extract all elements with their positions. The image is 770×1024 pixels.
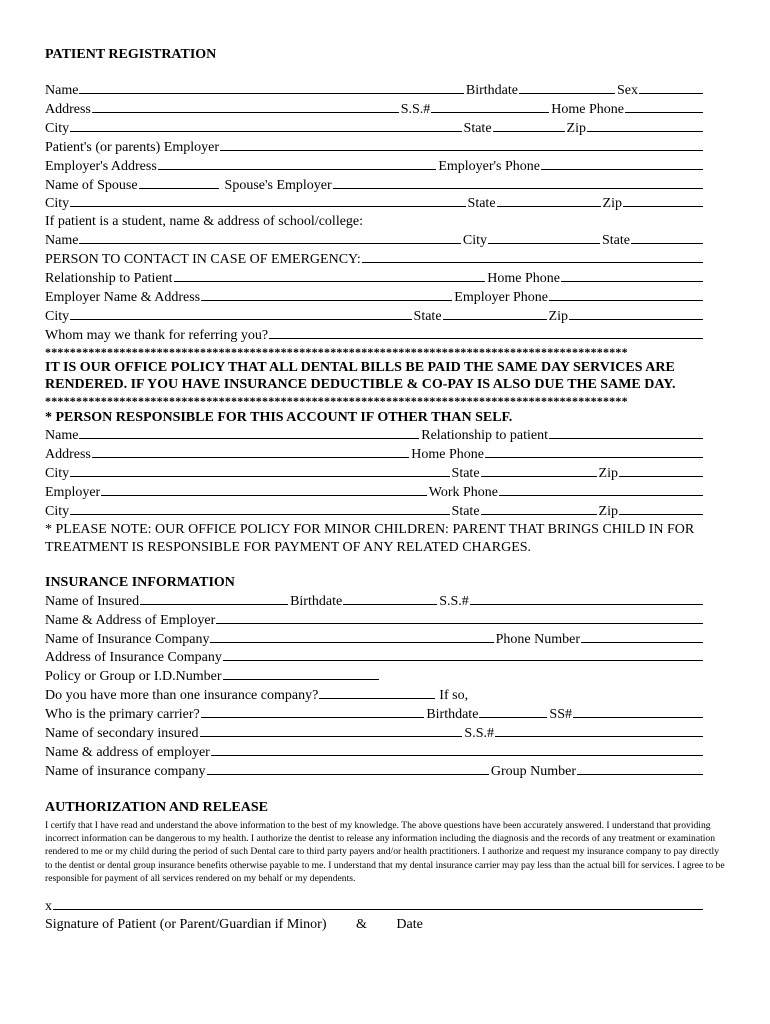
label-spouse-name: Name of Spouse bbox=[45, 177, 138, 193]
field-relationship[interactable] bbox=[174, 269, 486, 282]
field-resp-relationship[interactable] bbox=[549, 426, 703, 439]
label-state: State bbox=[463, 120, 492, 136]
label-resp-name: Name bbox=[45, 428, 79, 444]
label-ins-phone: Phone Number bbox=[495, 631, 580, 647]
star-divider-1: ********************************************************************************************** bbox=[45, 344, 628, 359]
field-address[interactable] bbox=[92, 100, 399, 113]
field-secondary-ssn[interactable] bbox=[495, 724, 703, 737]
field-ins-ssn[interactable] bbox=[470, 592, 703, 605]
label-resp-zip: Zip bbox=[598, 466, 618, 481]
field-policy-id[interactable] bbox=[223, 667, 379, 680]
registration-form bbox=[45, 46, 735, 934]
label-ins-company: Name of Insurance Company bbox=[45, 631, 210, 647]
field-ins-employer2[interactable] bbox=[211, 743, 703, 756]
payment-policy: IT IS OUR OFFICE POLICY THAT ALL DENTAL BILLS BE PAID THE SAME DAY SERVICES ARE RENDERED. IF YOU HAVE INSURANCE DEDUCTIBLE & CO-PAY IS ALSO DUE THE SAME DAY. bbox=[45, 359, 676, 393]
row-emergency-employer bbox=[45, 288, 705, 307]
emergency-heading: PERSON TO CONTACT IN CASE OF EMERGENCY: bbox=[45, 252, 361, 268]
field-ins-address[interactable] bbox=[223, 648, 703, 661]
field-secondary[interactable] bbox=[200, 724, 463, 737]
label-ins-employer: Name & Address of Employer bbox=[45, 612, 216, 628]
row-insured bbox=[45, 592, 705, 611]
field-school-state[interactable] bbox=[631, 231, 703, 244]
field-resp-home-phone[interactable] bbox=[485, 445, 703, 458]
label-school-state: State bbox=[602, 233, 630, 249]
label-employer-address: Employer's Address bbox=[45, 158, 157, 174]
field-emergency-employer-phone[interactable] bbox=[549, 288, 703, 301]
label-city: City bbox=[45, 120, 70, 136]
label-resp-state2: State bbox=[451, 503, 480, 519]
label-resp-address: Address bbox=[45, 447, 91, 463]
row-city bbox=[45, 119, 705, 138]
field-city2[interactable] bbox=[70, 194, 465, 207]
label-relationship: Relationship to Patient bbox=[45, 271, 173, 287]
field-state2[interactable] bbox=[497, 194, 601, 207]
label-name: Name bbox=[45, 83, 79, 98]
field-resp-city[interactable] bbox=[70, 464, 449, 477]
field-primary-ssn[interactable] bbox=[573, 705, 703, 718]
row-ins-employer2 bbox=[45, 743, 705, 762]
field-employer-phone[interactable] bbox=[541, 157, 703, 170]
field-ins-company[interactable] bbox=[210, 630, 493, 643]
field-resp-zip[interactable] bbox=[619, 464, 703, 477]
label-zip2: Zip bbox=[602, 196, 622, 212]
signature-ampersand: & bbox=[355, 917, 367, 933]
label-resp-home-phone: Home Phone bbox=[411, 447, 484, 463]
label-sex: Sex bbox=[617, 83, 638, 98]
field-zip2[interactable] bbox=[623, 194, 703, 207]
label-resp-state: State bbox=[451, 466, 480, 481]
label-ins-company2: Name of insurance company bbox=[45, 763, 206, 779]
insurance-heading: INSURANCE INFORMATION bbox=[45, 574, 235, 590]
field-group-number[interactable] bbox=[577, 762, 703, 775]
field-name[interactable] bbox=[79, 81, 463, 94]
label-city2: City bbox=[45, 196, 70, 212]
label-address: Address bbox=[45, 101, 91, 117]
row-employer-address bbox=[45, 157, 705, 176]
authorization-heading: AUTHORIZATION AND RELEASE bbox=[45, 799, 269, 815]
label-secondary: Name of secondary insured bbox=[45, 726, 199, 742]
field-resp-state2[interactable] bbox=[481, 502, 597, 515]
label-birthdate: Birthdate bbox=[465, 83, 518, 98]
row-address bbox=[45, 100, 705, 119]
star-divider-2: ********************************************************************************************** bbox=[45, 393, 628, 408]
row-resp-city2 bbox=[45, 502, 705, 521]
label-zip: Zip bbox=[566, 120, 586, 136]
label-school-name: Name bbox=[45, 233, 79, 249]
signature-date-label: Date bbox=[396, 917, 423, 933]
form-title: PATIENT REGISTRATION bbox=[45, 47, 217, 62]
field-birthdate[interactable] bbox=[519, 81, 615, 94]
field-resp-city2[interactable] bbox=[70, 502, 449, 515]
label-referral: Whom may we thank for referring you? bbox=[45, 327, 269, 343]
label-emergency-city: City bbox=[45, 308, 70, 324]
field-resp-address[interactable] bbox=[92, 445, 409, 458]
label-ins-ssn: S.S.# bbox=[439, 593, 469, 609]
row-resp-name bbox=[45, 426, 705, 445]
field-employer[interactable] bbox=[220, 138, 703, 151]
field-primary[interactable] bbox=[201, 705, 425, 718]
signature-label-row bbox=[45, 916, 735, 934]
label-resp-employer: Employer bbox=[45, 484, 101, 500]
field-emergency-employer[interactable] bbox=[201, 288, 452, 301]
label-primary: Who is the primary carrier? bbox=[45, 707, 200, 723]
field-ins-birthdate[interactable] bbox=[343, 592, 437, 605]
row-resp-city bbox=[45, 464, 705, 483]
label-emergency-employer: Employer Name & Address bbox=[45, 289, 201, 305]
student-question: If patient is a student, name & address of school/college: bbox=[45, 214, 364, 230]
signature-x-mark: x bbox=[45, 899, 52, 915]
field-resp-zip2[interactable] bbox=[619, 502, 703, 515]
field-insured-name[interactable] bbox=[140, 592, 288, 605]
label-emergency-home-phone: Home Phone bbox=[487, 271, 560, 287]
field-resp-work-phone[interactable] bbox=[499, 483, 703, 496]
field-resp-state[interactable] bbox=[481, 464, 597, 477]
field-spouse-name[interactable] bbox=[139, 176, 219, 189]
row-emergency-city bbox=[45, 307, 705, 326]
field-city[interactable] bbox=[70, 119, 461, 132]
field-ins-phone[interactable] bbox=[581, 630, 703, 643]
label-state2: State bbox=[467, 196, 496, 212]
row-referral bbox=[45, 326, 705, 345]
row-ins-employer bbox=[45, 611, 705, 630]
field-resp-name[interactable] bbox=[79, 426, 419, 439]
label-resp-relationship: Relationship to patient bbox=[421, 428, 548, 444]
row-secondary bbox=[45, 724, 705, 743]
row-ins-company bbox=[45, 630, 705, 649]
responsible-heading: * PERSON RESPONSIBLE FOR THIS ACCOUNT IF OTHER THAN SELF. bbox=[45, 409, 513, 425]
field-spouse-employer[interactable] bbox=[333, 176, 703, 189]
field-emergency-state[interactable] bbox=[443, 307, 547, 320]
label-emergency-employer-phone: Employer Phone bbox=[454, 289, 548, 305]
field-school-name[interactable] bbox=[79, 231, 460, 244]
label-emergency-zip: Zip bbox=[548, 308, 568, 324]
field-emergency-home-phone[interactable] bbox=[561, 269, 703, 282]
row-multiple bbox=[45, 686, 705, 705]
field-ins-company2[interactable] bbox=[207, 762, 489, 775]
row-spouse bbox=[45, 176, 705, 195]
label-secondary-ssn: S.S.# bbox=[464, 726, 494, 742]
label-resp-city2: City bbox=[45, 503, 70, 519]
field-multiple[interactable] bbox=[319, 686, 435, 699]
label-primary-birthdate: Birthdate bbox=[426, 707, 479, 723]
field-referral[interactable] bbox=[269, 326, 703, 339]
field-zip[interactable] bbox=[587, 119, 703, 132]
label-primary-ssn: SS# bbox=[549, 707, 572, 723]
label-employer-phone: Employer's Phone bbox=[438, 158, 540, 174]
field-resp-employer[interactable] bbox=[101, 483, 427, 496]
label-ins-employer2: Name & address of employer bbox=[45, 744, 210, 760]
row-resp-employer bbox=[45, 483, 705, 502]
field-employer-address[interactable] bbox=[158, 157, 437, 170]
field-primary-birthdate[interactable] bbox=[479, 705, 547, 718]
field-signature[interactable] bbox=[53, 899, 703, 910]
signature-label: Signature of Patient (or Parent/Guardian if Minor) bbox=[45, 917, 327, 933]
field-emergency-contact[interactable] bbox=[362, 250, 703, 263]
label-resp-zip2: Zip bbox=[598, 503, 618, 519]
row-school bbox=[45, 231, 705, 250]
row-primary bbox=[45, 705, 705, 724]
row-employer bbox=[45, 138, 705, 157]
signature-line bbox=[45, 899, 705, 914]
label-multiple-q: Do you have more than one insurance company? bbox=[45, 688, 319, 704]
field-ssn[interactable] bbox=[431, 100, 549, 113]
row-city2 bbox=[45, 194, 705, 213]
label-employer: Patient's (or parents) Employer bbox=[45, 139, 219, 155]
label-emergency-state: State bbox=[413, 308, 442, 324]
row-resp-address bbox=[45, 445, 705, 464]
field-home-phone[interactable] bbox=[625, 100, 703, 113]
label-spouse-employer: Spouse's Employer bbox=[224, 177, 332, 193]
row-relationship bbox=[45, 269, 705, 288]
row-ins-address bbox=[45, 648, 705, 667]
label-home-phone: Home Phone bbox=[551, 101, 624, 117]
row-emergency bbox=[45, 250, 705, 269]
row-name bbox=[45, 81, 705, 100]
label-ins-birthdate: Birthdate bbox=[290, 593, 343, 609]
label-ssn: S.S.# bbox=[400, 101, 431, 117]
label-school-city: City bbox=[462, 233, 487, 249]
row-policy-id bbox=[45, 667, 705, 686]
field-state[interactable] bbox=[493, 119, 565, 132]
label-if-so: If so, bbox=[439, 688, 469, 704]
field-emergency-city[interactable] bbox=[70, 307, 411, 320]
field-emergency-zip[interactable] bbox=[569, 307, 703, 320]
label-resp-city: City bbox=[45, 466, 70, 481]
label-insured-name: Name of Insured bbox=[45, 593, 140, 609]
label-resp-work-phone: Work Phone bbox=[428, 484, 498, 500]
label-policy-id: Policy or Group or I.D.Number bbox=[45, 669, 222, 685]
minor-note: * PLEASE NOTE: OUR OFFICE POLICY FOR MINOR CHILDREN: PARENT THAT BRINGS CHILD IN FOR TREATMENT IS RESPONSIBLE FOR PAYMENT OF ANY RELATED CHARGES. bbox=[45, 521, 695, 555]
label-ins-address: Address of Insurance Company bbox=[45, 650, 222, 666]
label-group-number: Group Number bbox=[490, 763, 576, 779]
field-ins-employer[interactable] bbox=[216, 611, 703, 624]
field-sex[interactable] bbox=[639, 81, 703, 94]
authorization-text: I certify that I have read and understand the above information to the best of my knowledge. The above questions have been accurately answered. I understand that providing incorrect information can be dangerous to my health. I authorize the dentist to release any information including the diagnosis and the records of any treatment or examination rendered to me or my child during the period of such Dental care to third party payers and/or health practitioners. I authorize and request my insurance company to pay directly to the dentist or dental group insurance benefits otherwise payable to me. I understand that my dental insurance carrier may pay less than the actual bill for services. I agree to be responsible for payment of all services rendered on my behalf or my dependents. bbox=[45, 819, 725, 884]
field-school-city[interactable] bbox=[488, 231, 600, 244]
row-ins-company2 bbox=[45, 762, 705, 781]
